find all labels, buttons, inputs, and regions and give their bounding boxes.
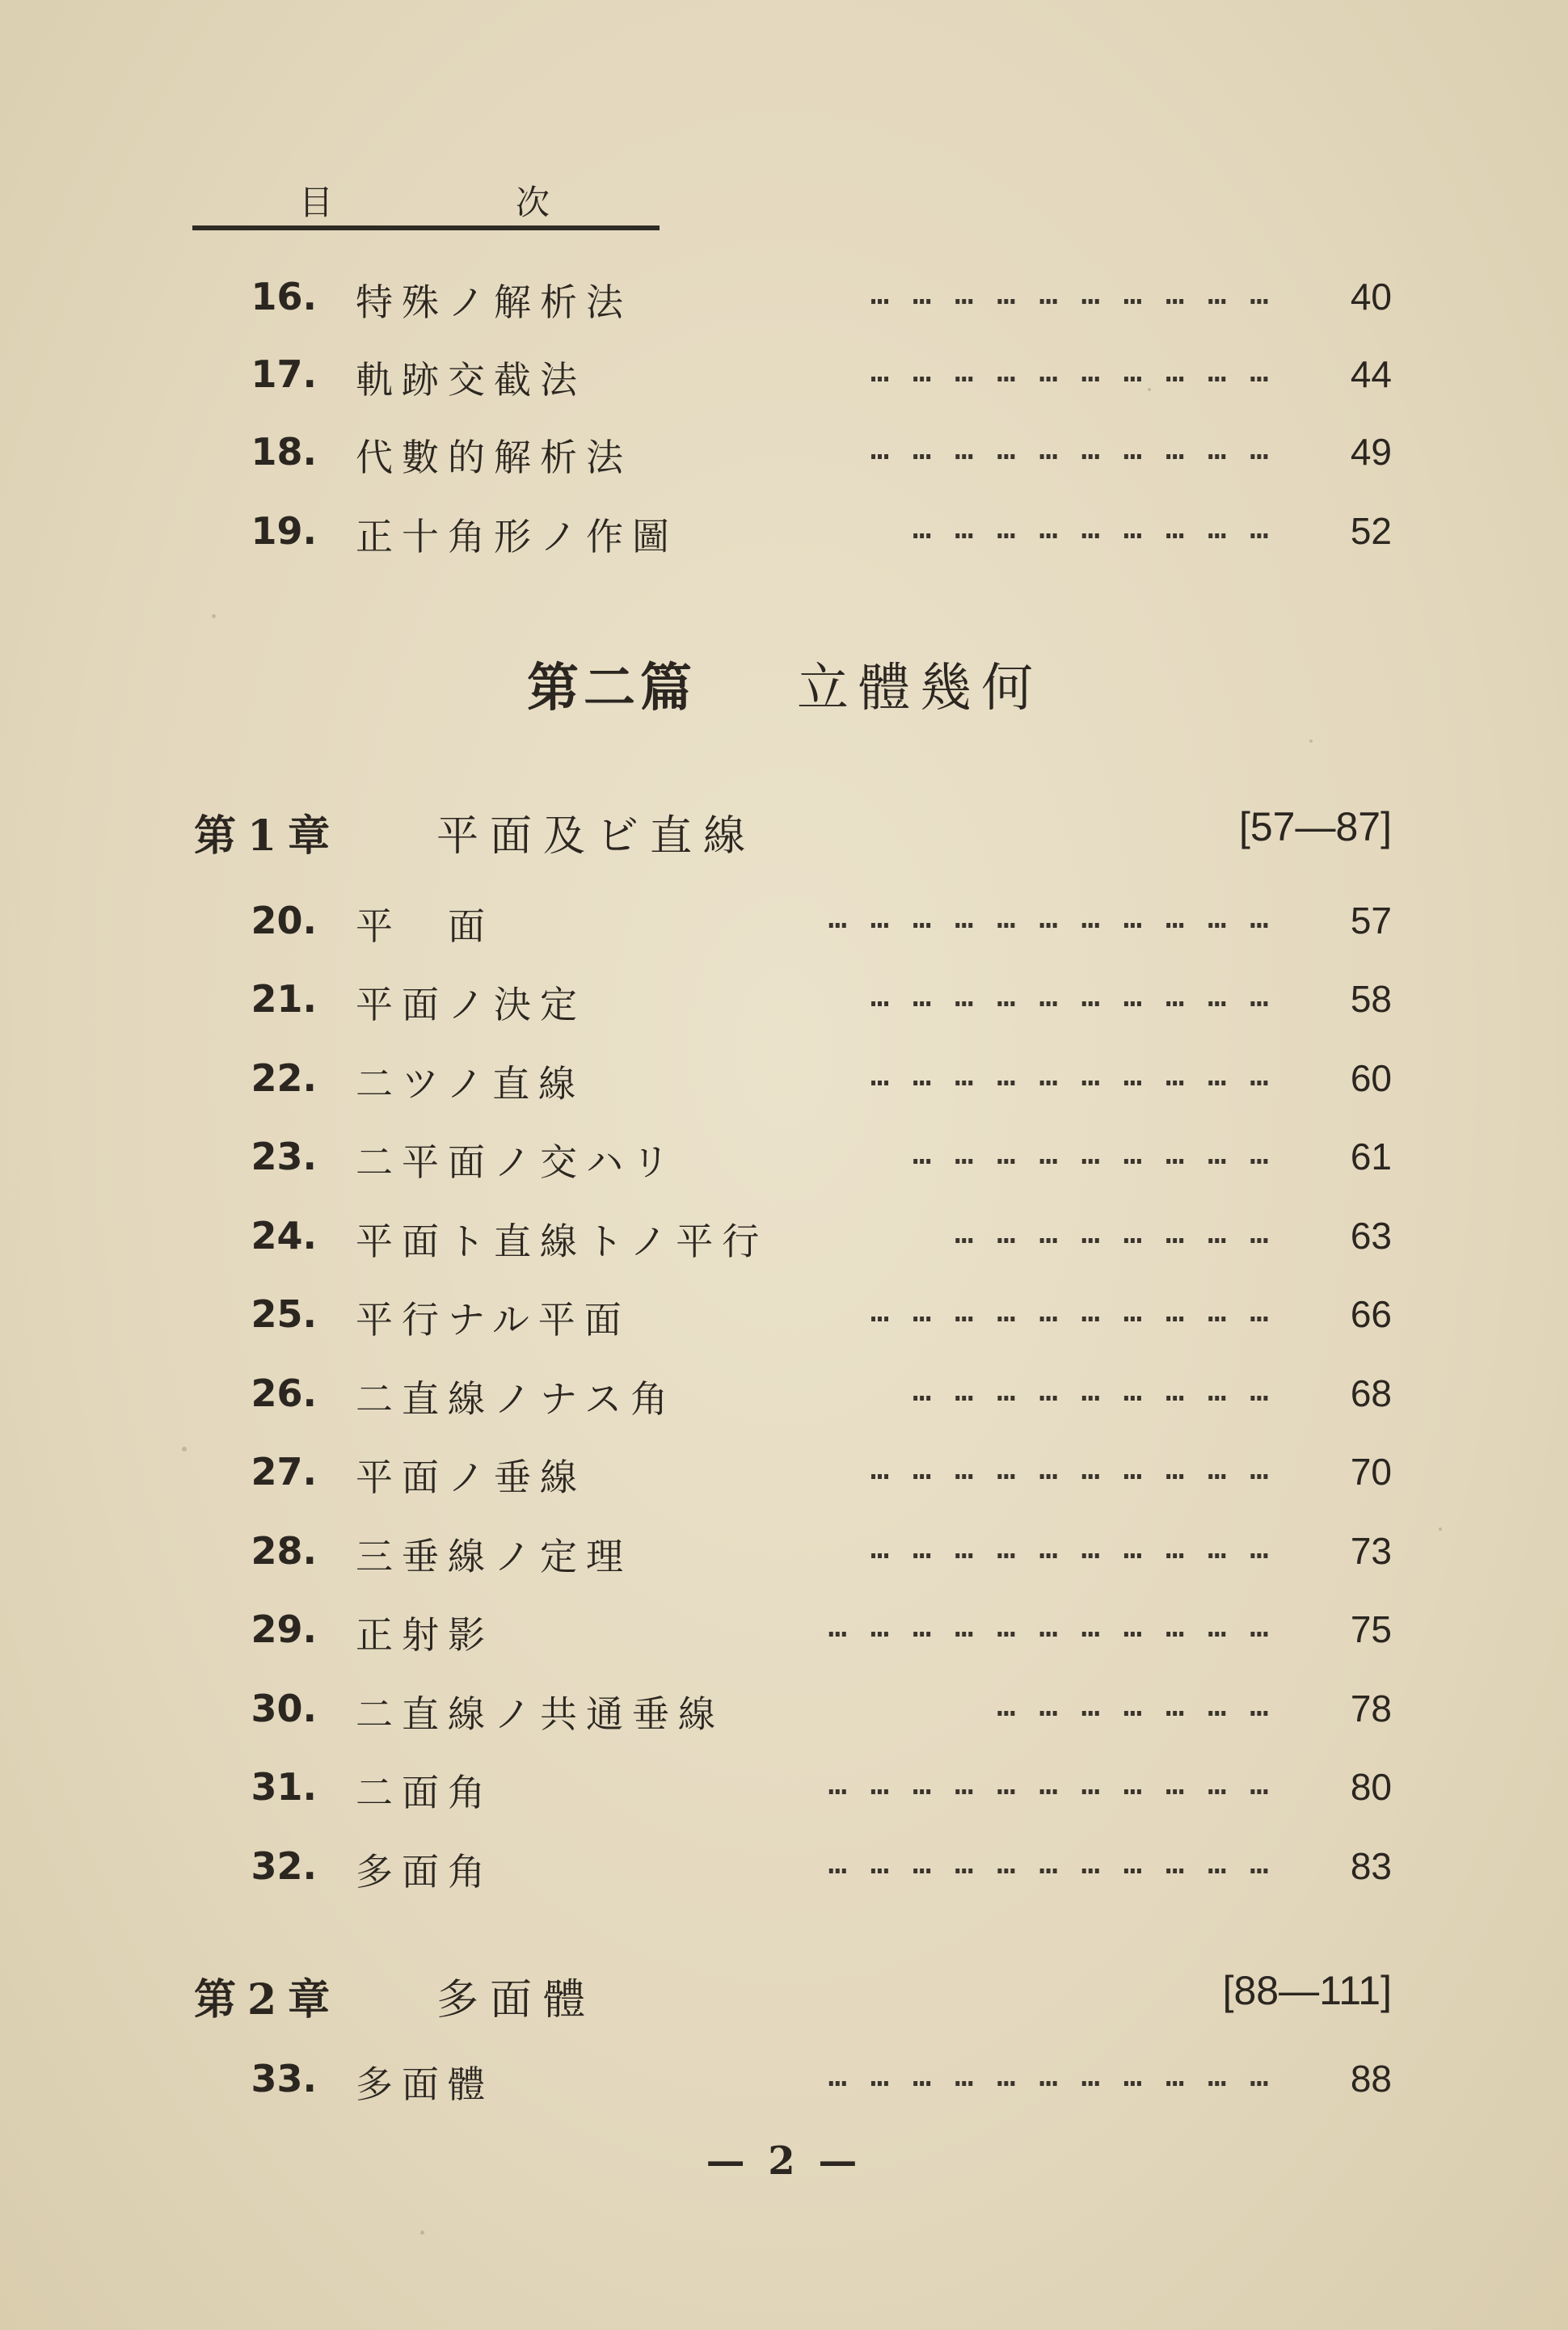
dot-leader: … … … … … … … … … … …	[828, 2057, 1271, 2094]
entry-number: 26.	[251, 1371, 317, 1415]
entry-title: 代數的解析法	[356, 436, 632, 479]
entry-number: 27.	[251, 1450, 317, 1494]
paper-speck	[420, 2231, 424, 2235]
toc-entry	[228, 509, 1392, 561]
paper-speck	[1309, 739, 1313, 743]
entry-page: 80	[1350, 1766, 1392, 1808]
toc-entry	[228, 977, 1392, 1029]
dot-leader: … … … … … … … … … …	[870, 977, 1271, 1014]
paper-speck	[212, 614, 216, 618]
entry-page: 83	[1350, 1845, 1392, 1887]
entry-page: 58	[1350, 978, 1392, 1020]
entry-title: 平面ト直線トノ平行	[356, 1220, 769, 1263]
entry-number: 19.	[251, 509, 317, 553]
entry-number: 18.	[251, 430, 317, 474]
entry-page: 49	[1350, 431, 1392, 473]
dot-leader: … … … … … … … … …	[912, 1371, 1271, 1409]
toc-entry	[228, 2057, 1392, 2109]
dot-leader: … … … … … … … … … …	[870, 1529, 1271, 1566]
chapter-heading	[194, 802, 1392, 866]
entry-title: 二ツノ直線	[356, 1062, 585, 1106]
entry-page: 61	[1350, 1136, 1392, 1178]
dot-leader: … … … … … … … … … …	[870, 430, 1271, 467]
entry-title: 正十角形ノ作圖	[356, 515, 678, 558]
entry-page: 44	[1350, 353, 1392, 395]
dot-leader: … … … … … … … … … … …	[828, 1765, 1271, 1802]
entry-number: 22.	[251, 1056, 317, 1100]
entry-page: 60	[1350, 1057, 1392, 1099]
running-head	[192, 176, 661, 225]
entry-title: 二面角	[356, 1771, 494, 1814]
entry-number: 23.	[251, 1135, 317, 1178]
dot-leader: … … … … … … … … … …	[870, 352, 1271, 390]
dot-leader: … … … … … … … … … … …	[828, 1607, 1271, 1645]
entry-number: 28.	[251, 1529, 317, 1573]
entry-title: 二直線ノ共通垂線	[356, 1692, 724, 1736]
running-head-rule	[192, 225, 660, 230]
entry-title: 平面ノ決定	[356, 983, 586, 1026]
entry-title: 二平面ノ交ハリ	[356, 1140, 678, 1184]
toc-entry	[228, 275, 1392, 327]
entry-number: 31.	[251, 1765, 317, 1809]
dot-leader: … … … … … … … … … …	[870, 1450, 1271, 1487]
toc-entry	[228, 1765, 1392, 1817]
entry-number: 30.	[251, 1687, 317, 1730]
entry-number: 24.	[251, 1214, 317, 1258]
toc-entry	[228, 899, 1392, 950]
chapter-page-range: [88—111]	[1222, 1968, 1392, 2013]
entry-title: 二直線ノナス角	[356, 1377, 677, 1421]
toc-entry	[228, 1844, 1392, 1896]
entry-title: 正射影	[356, 1613, 494, 1657]
entry-title: 軌跡交截法	[356, 358, 586, 402]
entry-title: 平行ナル平面	[356, 1298, 630, 1342]
toc-entry	[228, 1292, 1392, 1344]
paper-speck	[182, 1447, 187, 1452]
entry-page: 73	[1350, 1530, 1392, 1572]
entry-title: 平 面	[356, 904, 494, 948]
toc-entry	[228, 1450, 1392, 1502]
toc-entry	[228, 430, 1392, 482]
entry-page: 75	[1350, 1608, 1392, 1650]
entry-number: 32.	[251, 1844, 317, 1888]
toc-entry	[228, 1529, 1392, 1581]
chapter-title: 多面體	[436, 1976, 597, 2025]
entry-page: 57	[1350, 900, 1392, 942]
entry-title: 多面角	[356, 1850, 494, 1894]
entry-page: 63	[1350, 1215, 1392, 1257]
entry-number: 21.	[251, 977, 317, 1021]
entry-number: 29.	[251, 1607, 317, 1651]
entry-page: 40	[1350, 276, 1392, 318]
chapter-label: 第2章	[194, 1975, 342, 2025]
entry-page: 88	[1350, 2058, 1392, 2100]
dot-leader: … … … … … … … … … …	[870, 275, 1271, 312]
toc-entry	[228, 1687, 1392, 1738]
toc-entry	[228, 352, 1392, 404]
toc-entry	[228, 1056, 1392, 1108]
entry-number: 33.	[251, 2057, 317, 2100]
entry-page: 70	[1350, 1451, 1392, 1493]
entry-number: 17.	[251, 352, 317, 396]
dot-leader: … … … … … … … …	[954, 1214, 1271, 1251]
entry-title: 平面ノ垂線	[356, 1456, 586, 1499]
chapter-heading	[194, 1966, 1392, 2030]
dot-leader: … … … … … … …	[996, 1687, 1271, 1724]
toc-entry	[228, 1214, 1392, 1266]
part-title: 立體幾何	[797, 659, 1043, 718]
toc-entry	[228, 1607, 1392, 1659]
dot-leader: … … … … … … … … … …	[870, 1292, 1271, 1329]
chapter-page-range: [57—87]	[1238, 804, 1392, 849]
entry-number: 16.	[251, 275, 317, 318]
chapter-label: 第1章	[194, 811, 342, 861]
paper-speck	[1148, 388, 1151, 391]
part-label: 第二篇	[527, 658, 697, 718]
entry-number: 25.	[251, 1292, 317, 1336]
chapter-title: 平面及ビ直線	[436, 812, 757, 861]
entry-title: 特殊ノ解析法	[356, 280, 632, 324]
running-head-left: 目	[299, 183, 335, 222]
toc-entry	[228, 1371, 1392, 1423]
page-number: — 2 —	[706, 2138, 862, 2184]
dot-leader: … … … … … … … … … … …	[828, 899, 1271, 936]
dot-leader: … … … … … … … … …	[912, 1135, 1271, 1172]
entry-title: 三垂線ノ定理	[356, 1535, 632, 1578]
entry-title: 多面體	[356, 2062, 494, 2106]
toc-entry	[228, 1135, 1392, 1186]
running-head-right: 次	[516, 183, 552, 222]
entry-number: 20.	[251, 899, 317, 942]
entry-page: 68	[1350, 1372, 1392, 1414]
paper-speck	[1439, 1527, 1442, 1531]
dot-leader: … … … … … … … … …	[912, 509, 1271, 546]
entry-page: 66	[1350, 1293, 1392, 1335]
dot-leader: … … … … … … … … … … …	[828, 1844, 1271, 1881]
part-heading	[0, 647, 1568, 719]
dot-leader: … … … … … … … … … …	[870, 1056, 1271, 1093]
entry-page: 78	[1350, 1687, 1392, 1730]
entry-page: 52	[1350, 510, 1392, 552]
